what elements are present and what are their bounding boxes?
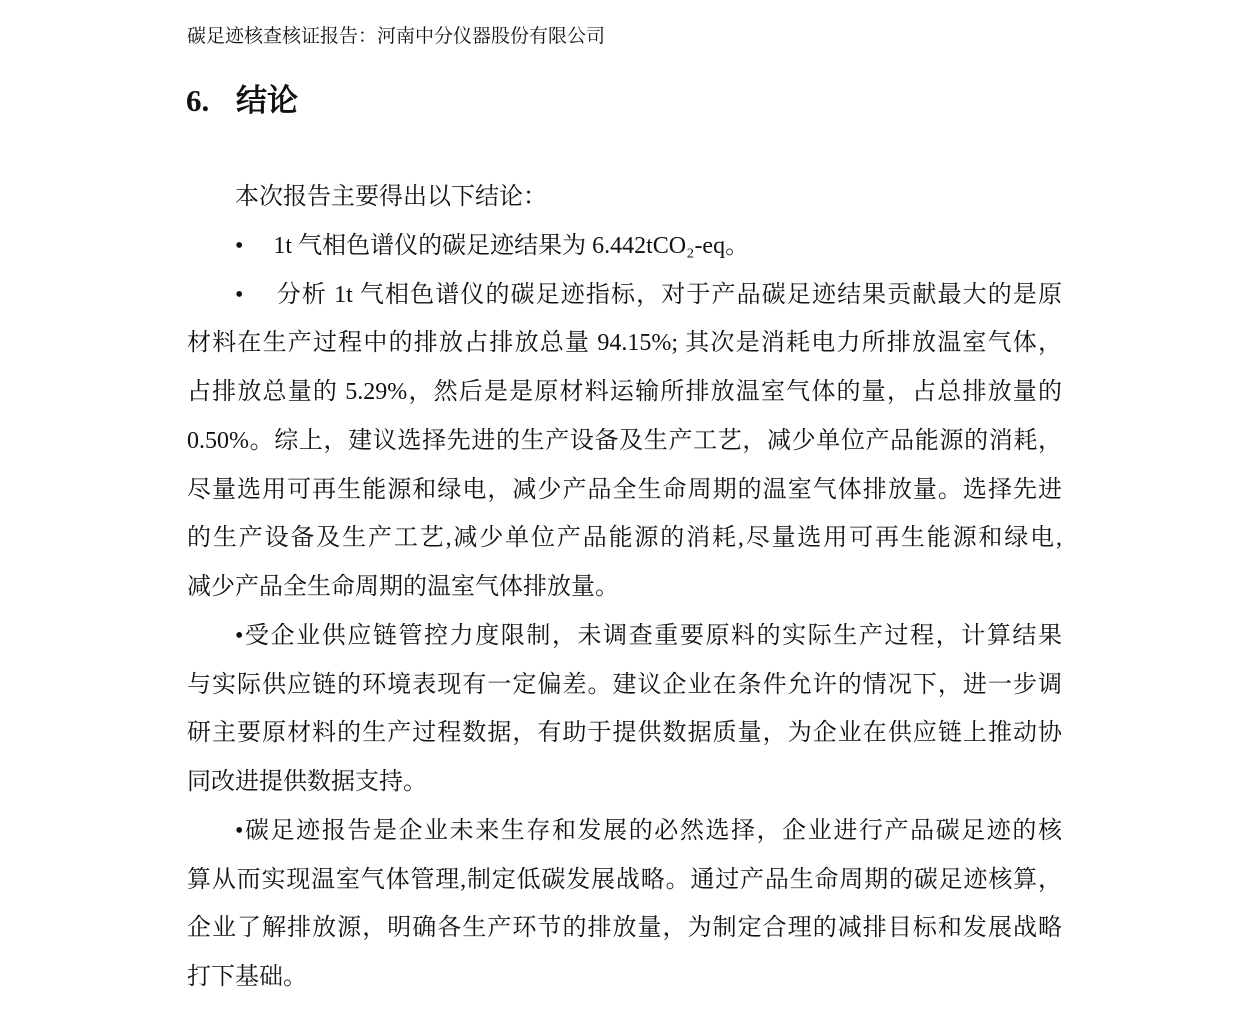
body-line: •受企业供应链管控力度限制，未调查重要原料的实际生产过程，计算结果 bbox=[235, 622, 1062, 649]
body-line: •碳足迹报告是企业未来生存和发展的必然选择，企业进行产品碳足迹的核 bbox=[235, 817, 1062, 844]
body-line: 企业了解排放源，明确各生产环节的排放量，为制定合理的减排目标和发展战略 bbox=[187, 915, 1062, 942]
body-line: 占排放总量的 5.29%，然后是是原材料运输所排放温室气体的量，占总排放量的 bbox=[187, 379, 1062, 405]
body-line: 0.50%。综上，建议选择先进的生产设备及生产工艺，减少单位产品能源的消耗， bbox=[187, 427, 1062, 454]
section-number: 6. bbox=[186, 83, 210, 118]
body-line: • 1t 气相色谱仪的碳足迹结果为 6.442tCO₂-eq。 bbox=[235, 232, 750, 259]
body-line: 同改进提供数据支持。 bbox=[187, 769, 427, 795]
body-line: 本次报告主要得出以下结论： bbox=[235, 184, 547, 210]
section-title: 结论 bbox=[236, 83, 298, 118]
body-line: 与实际供应链的环境表现有一定偏差。建议企业在条件允许的情况下，进一步调 bbox=[187, 671, 1062, 698]
body-line: 算从而实现温室气体管理,制定低碳发展战略。通过产品生命周期的碳足迹核算， bbox=[187, 866, 1062, 893]
body-line: 打下基础。 bbox=[187, 964, 307, 990]
body-line: 减少产品全生命周期的温室气体排放量。 bbox=[187, 574, 619, 600]
body-line: 研主要原材料的生产过程数据，有助于提供数据质量，为企业在供应链上推动协 bbox=[187, 720, 1062, 747]
document-body bbox=[187, 173, 1062, 1002]
report-header: 碳足迹核查核证报告：河南中分仪器股份有限公司 bbox=[187, 26, 606, 47]
body-line: 尽量选用可再生能源和绿电，减少产品全生命周期的温室气体排放量。选择先进 bbox=[187, 476, 1062, 503]
section-heading bbox=[186, 85, 298, 117]
body-line: • 分析 1t 气相色谱仪的碳足迹指标，对于产品碳足迹结果贡献最大的是原 bbox=[235, 281, 1062, 308]
body-line: 的生产设备及生产工艺,减少单位产品能源的消耗,尽量选用可再生能源和绿电, bbox=[187, 525, 1062, 552]
body-line: 材料在生产过程中的排放占排放总量 94.15%; 其次是消耗电力所排放温室气体， bbox=[187, 330, 1062, 357]
